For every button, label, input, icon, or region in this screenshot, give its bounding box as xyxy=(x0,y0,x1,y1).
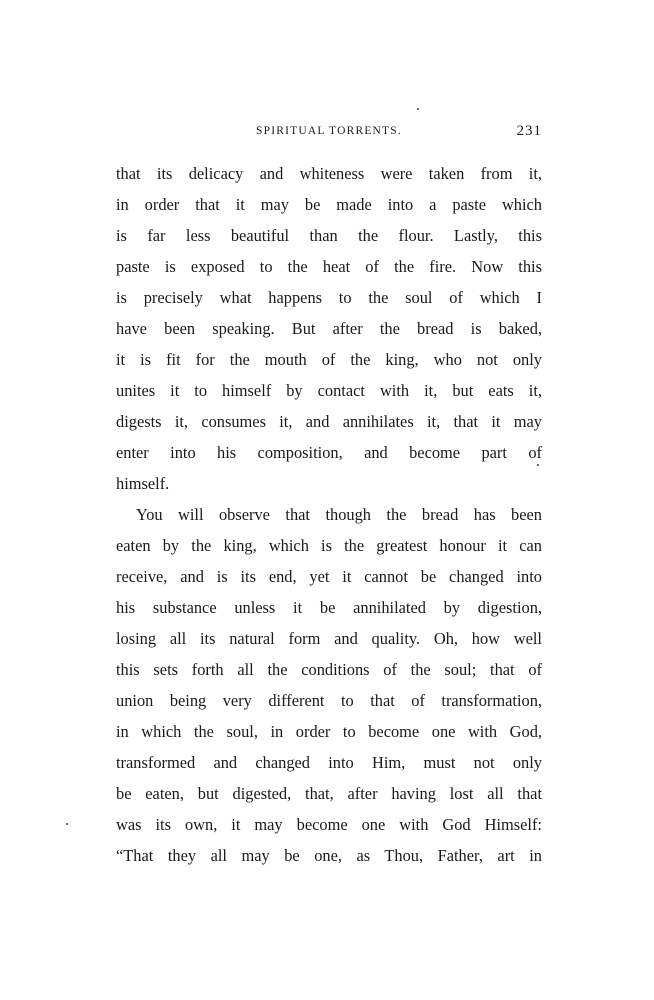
text-line: is precisely what happens to the soul of which I xyxy=(116,288,542,307)
text-line: union being very different to that of transformation, xyxy=(116,691,542,710)
text-line: this sets forth all the conditions of the soul; that of xyxy=(116,660,542,679)
text-line: unites it to himself by contact with it, but eats it, xyxy=(116,381,542,400)
text-line: in order that it may be made into a paste which xyxy=(116,195,542,214)
text-line: You will observe that though the bread has been xyxy=(136,505,542,524)
text-line: his substance unless it be annihilated by digestion, xyxy=(116,598,542,617)
page-number: 231 xyxy=(516,123,542,139)
running-header xyxy=(116,121,542,141)
text-line: losing all its natural form and quality. Oh, how well xyxy=(116,629,542,648)
body-text xyxy=(116,158,542,871)
text-line: eaten by the king, which is the greatest honour it can xyxy=(116,536,542,555)
text-line: was its own, it may become one with God Himself: xyxy=(116,815,542,834)
text-line: transformed and changed into Him, must not only xyxy=(116,753,542,772)
text-line: paste is exposed to the heat of the fire. Now this xyxy=(116,257,542,276)
text-line: enter into his composition, and become part of xyxy=(116,443,542,462)
running-title: SPIRITUAL TORRENTS. xyxy=(256,125,402,137)
text-line: is far less beautiful than the flour. Lastly, this xyxy=(116,226,542,245)
text-line: it is fit for the mouth of the king, who not only xyxy=(116,350,542,369)
text-line: in which the soul, in order to become one with God, xyxy=(116,722,542,741)
text-line: have been speaking. But after the bread is baked, xyxy=(116,319,542,338)
scan-speck xyxy=(66,823,68,825)
scan-speck xyxy=(537,464,539,466)
text-line: receive, and is its end, yet it cannot be changed into xyxy=(116,567,542,586)
text-line: “That they all may be one, as Thou, Father, art in xyxy=(116,846,542,865)
text-line: be eaten, but digested, that, after having lost all that xyxy=(116,784,542,803)
text-line: himself. xyxy=(116,474,170,493)
scan-speck xyxy=(417,108,419,110)
text-line: digests it, consumes it, and annihilates it, that it may xyxy=(116,412,542,431)
text-line: that its delicacy and whiteness were taken from it, xyxy=(116,164,542,183)
